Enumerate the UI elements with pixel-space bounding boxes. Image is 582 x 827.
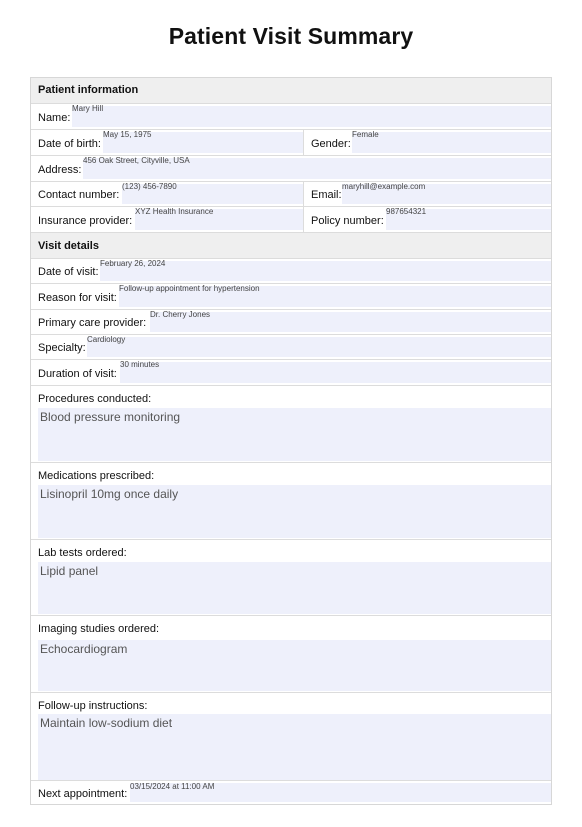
followup-label: Follow-up instructions: <box>38 700 148 712</box>
name-value: Mary Hill <box>72 104 104 113</box>
next-appointment-row <box>31 780 551 804</box>
email-value: maryhill@example.com <box>342 182 426 191</box>
email-label: Email: <box>311 189 342 201</box>
insurance-value: XYZ Health Insurance <box>135 207 214 216</box>
visit-date-row <box>31 258 551 283</box>
insurance-label: Insurance provider: <box>38 215 133 227</box>
lab-tests-label: Lab tests ordered: <box>38 547 127 559</box>
imaging-field[interactable]: Echocardiogram <box>38 640 551 691</box>
page-title: Patient Visit Summary <box>168 23 414 49</box>
duration-row <box>31 359 551 385</box>
provider-value: Dr. Cherry Jones <box>150 310 211 319</box>
policy-value: 987654321 <box>386 207 427 216</box>
gender-label: Gender: <box>311 138 351 150</box>
name-field[interactable] <box>72 106 551 127</box>
procedures-field[interactable]: Blood pressure monitoring <box>38 408 551 461</box>
imaging-label: Imaging studies ordered: <box>38 623 160 635</box>
followup-field[interactable]: Maintain low-sodium diet <box>38 714 551 780</box>
visit-date-label: Date of visit: <box>38 266 99 278</box>
specialty-label: Specialty: <box>38 342 86 354</box>
provider-row <box>31 309 551 334</box>
medications-label: Medications prescribed: <box>38 470 155 482</box>
section-heading-visit-details: Visit details <box>31 232 551 258</box>
insurance-policy-row <box>31 206 551 232</box>
lab-tests-field[interactable]: Lipid panel <box>38 562 551 614</box>
next-appointment-value: 03/15/2024 at 11:00 AM <box>130 782 215 791</box>
contact-label: Contact number: <box>38 189 120 201</box>
procedures-block <box>31 385 551 462</box>
policy-label: Policy number: <box>311 215 384 227</box>
name-label: Name: <box>38 112 71 124</box>
contact-value: (123) 456-7890 <box>122 182 177 191</box>
dob-label: Date of birth: <box>38 138 101 150</box>
name-row <box>31 103 551 129</box>
contact-email-row <box>31 181 551 206</box>
specialty-field[interactable] <box>87 337 551 357</box>
lab-tests-block <box>31 539 551 615</box>
visit-date-field[interactable] <box>100 261 551 281</box>
gender-field[interactable] <box>352 132 551 153</box>
procedures-label: Procedures conducted: <box>38 393 152 405</box>
provider-label: Primary care provider: <box>38 317 147 329</box>
section-heading-patient-information: Patient information <box>31 78 551 103</box>
medications-field[interactable]: Lisinopril 10mg once daily <box>38 485 551 538</box>
visit-date-value: February 26, 2024 <box>100 259 166 268</box>
specialty-value: Cardiology <box>87 335 126 344</box>
duration-field[interactable] <box>120 362 551 383</box>
duration-label: Duration of visit: <box>38 368 117 380</box>
dob-value: May 15, 1975 <box>103 130 152 139</box>
address-value: 456 Oak Street, Cityville, USA <box>83 156 190 165</box>
medications-block <box>31 462 551 539</box>
followup-block <box>31 692 551 780</box>
duration-value: 30 minutes <box>120 360 160 369</box>
reason-label: Reason for visit: <box>38 292 117 304</box>
next-appointment-label: Next appointment: <box>38 788 128 800</box>
reason-row <box>31 283 551 309</box>
visit-summary-form <box>30 77 552 805</box>
address-label: Address: <box>38 164 82 176</box>
imaging-block <box>31 615 551 692</box>
reason-value: Follow-up appointment for hypertension <box>119 284 260 293</box>
address-row <box>31 155 551 181</box>
gender-value: Female <box>352 130 379 139</box>
specialty-row <box>31 334 551 359</box>
provider-field[interactable] <box>150 312 551 332</box>
dob-gender-row <box>31 129 551 155</box>
